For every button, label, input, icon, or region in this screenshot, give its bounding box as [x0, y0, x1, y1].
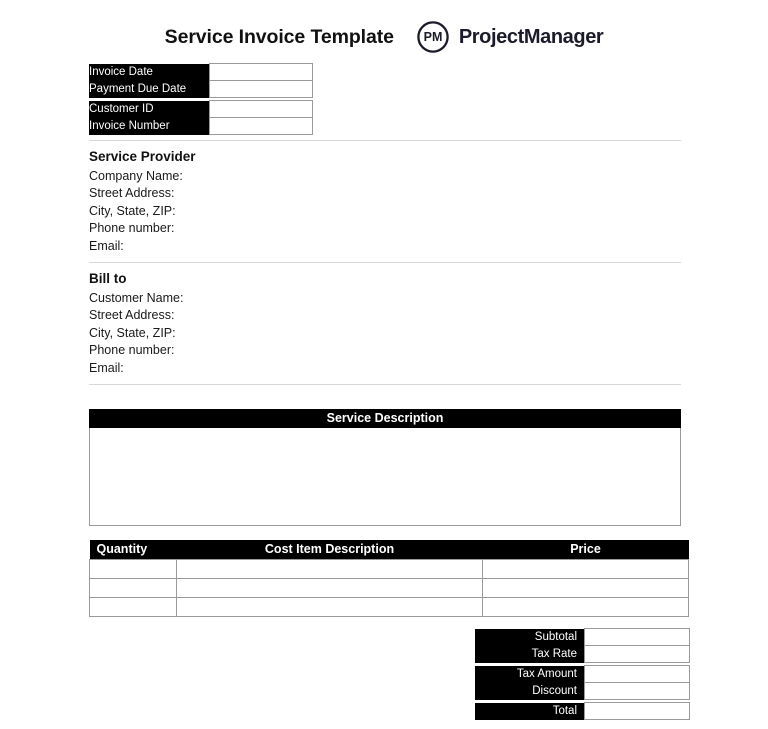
totals-row-total — [475, 703, 690, 720]
bill-to-field-customer-name[interactable]: Customer Name: — [89, 291, 184, 305]
cell-description[interactable] — [177, 560, 483, 579]
cell-price[interactable] — [483, 560, 689, 579]
bill-to-field-phone-number[interactable]: Phone number: — [89, 343, 175, 358]
meta-input-customer-id[interactable] — [210, 101, 313, 118]
totals-input-tax-rate[interactable] — [585, 646, 690, 663]
totals-table — [475, 628, 690, 720]
cell-description[interactable] — [177, 598, 483, 617]
service-description-textarea[interactable] — [89, 428, 681, 526]
bill-to-block — [89, 269, 509, 377]
totals-label-subtotal: Subtotal — [475, 629, 585, 646]
totals-input-tax-amount[interactable] — [585, 666, 690, 683]
column-header-price: Price — [483, 540, 689, 560]
service-provider-block — [89, 147, 509, 255]
meta-label-payment-due-date: Payment Due Date — [89, 81, 210, 98]
divider-above-service-provider — [89, 140, 681, 141]
totals-label-tax-rate: Tax Rate — [475, 646, 585, 663]
service-provider-field-city-state-zip[interactable]: City, State, ZIP: — [89, 203, 176, 218]
meta-row-invoice-date — [89, 64, 313, 81]
totals-label-total: Total — [475, 703, 585, 720]
totals-row-subtotal — [475, 629, 690, 646]
cell-price[interactable] — [483, 579, 689, 598]
bill-to-field-city-state-zip[interactable]: City, State, ZIP: — [89, 325, 176, 340]
service-provider-field-street-address[interactable]: Street Address: — [89, 186, 175, 201]
meta-row-payment-due-date — [89, 81, 313, 98]
meta-label-invoice-date: Invoice Date — [89, 64, 210, 81]
cell-quantity[interactable] — [90, 598, 177, 617]
svg-text:PM: PM — [423, 30, 443, 44]
totals-input-subtotal[interactable] — [585, 629, 690, 646]
totals-label-discount: Discount — [475, 683, 585, 700]
column-header-cost-item-description: Cost Item Description — [177, 540, 483, 560]
meta-row-invoice-number — [89, 118, 313, 135]
column-header-quantity: Quantity — [90, 540, 177, 560]
meta-label-customer-id: Customer ID — [89, 101, 210, 118]
cell-quantity[interactable] — [90, 560, 177, 579]
service-description-block — [89, 409, 681, 526]
invoice-meta-table — [89, 63, 313, 135]
totals-row-discount — [475, 683, 690, 700]
bill-to-field-email[interactable]: Email: — [89, 360, 124, 375]
line-items-table — [89, 540, 689, 617]
service-provider-field-company-name[interactable]: Company Name: — [89, 169, 183, 183]
document-header — [0, 16, 768, 58]
totals-input-discount[interactable] — [585, 683, 690, 700]
totals-row-tax-rate — [475, 646, 690, 663]
totals-label-tax-amount: Tax Amount — [475, 666, 585, 683]
service-provider-field-email[interactable]: Email: — [89, 238, 124, 253]
cell-description[interactable] — [177, 579, 483, 598]
table-row — [90, 579, 689, 598]
page-title: Service Invoice Template — [164, 25, 394, 48]
cell-quantity[interactable] — [90, 579, 177, 598]
totals-row-tax-amount — [475, 666, 690, 683]
service-provider-title: Service Provider — [89, 149, 196, 164]
line-items-header-row — [90, 540, 689, 560]
meta-row-customer-id — [89, 101, 313, 118]
service-provider-field-phone-number[interactable]: Phone number: — [89, 221, 175, 236]
table-row — [90, 598, 689, 617]
totals-input-total[interactable] — [585, 703, 690, 720]
bill-to-field-street-address[interactable]: Street Address: — [89, 308, 175, 323]
meta-label-invoice-number: Invoice Number — [89, 118, 210, 135]
projectmanager-logo-icon — [416, 20, 450, 54]
service-description-heading: Service Description — [89, 409, 681, 428]
meta-input-invoice-number[interactable] — [210, 118, 313, 135]
divider-below-bill-to — [89, 384, 681, 385]
bill-to-title: Bill to — [89, 271, 127, 286]
divider-above-bill-to — [89, 262, 681, 263]
cell-price[interactable] — [483, 598, 689, 617]
meta-input-payment-due-date[interactable] — [210, 81, 313, 98]
brand-name: ProjectManager — [458, 25, 604, 48]
brand-lockup — [416, 20, 603, 54]
table-row — [90, 560, 689, 579]
meta-input-invoice-date[interactable] — [210, 64, 313, 81]
